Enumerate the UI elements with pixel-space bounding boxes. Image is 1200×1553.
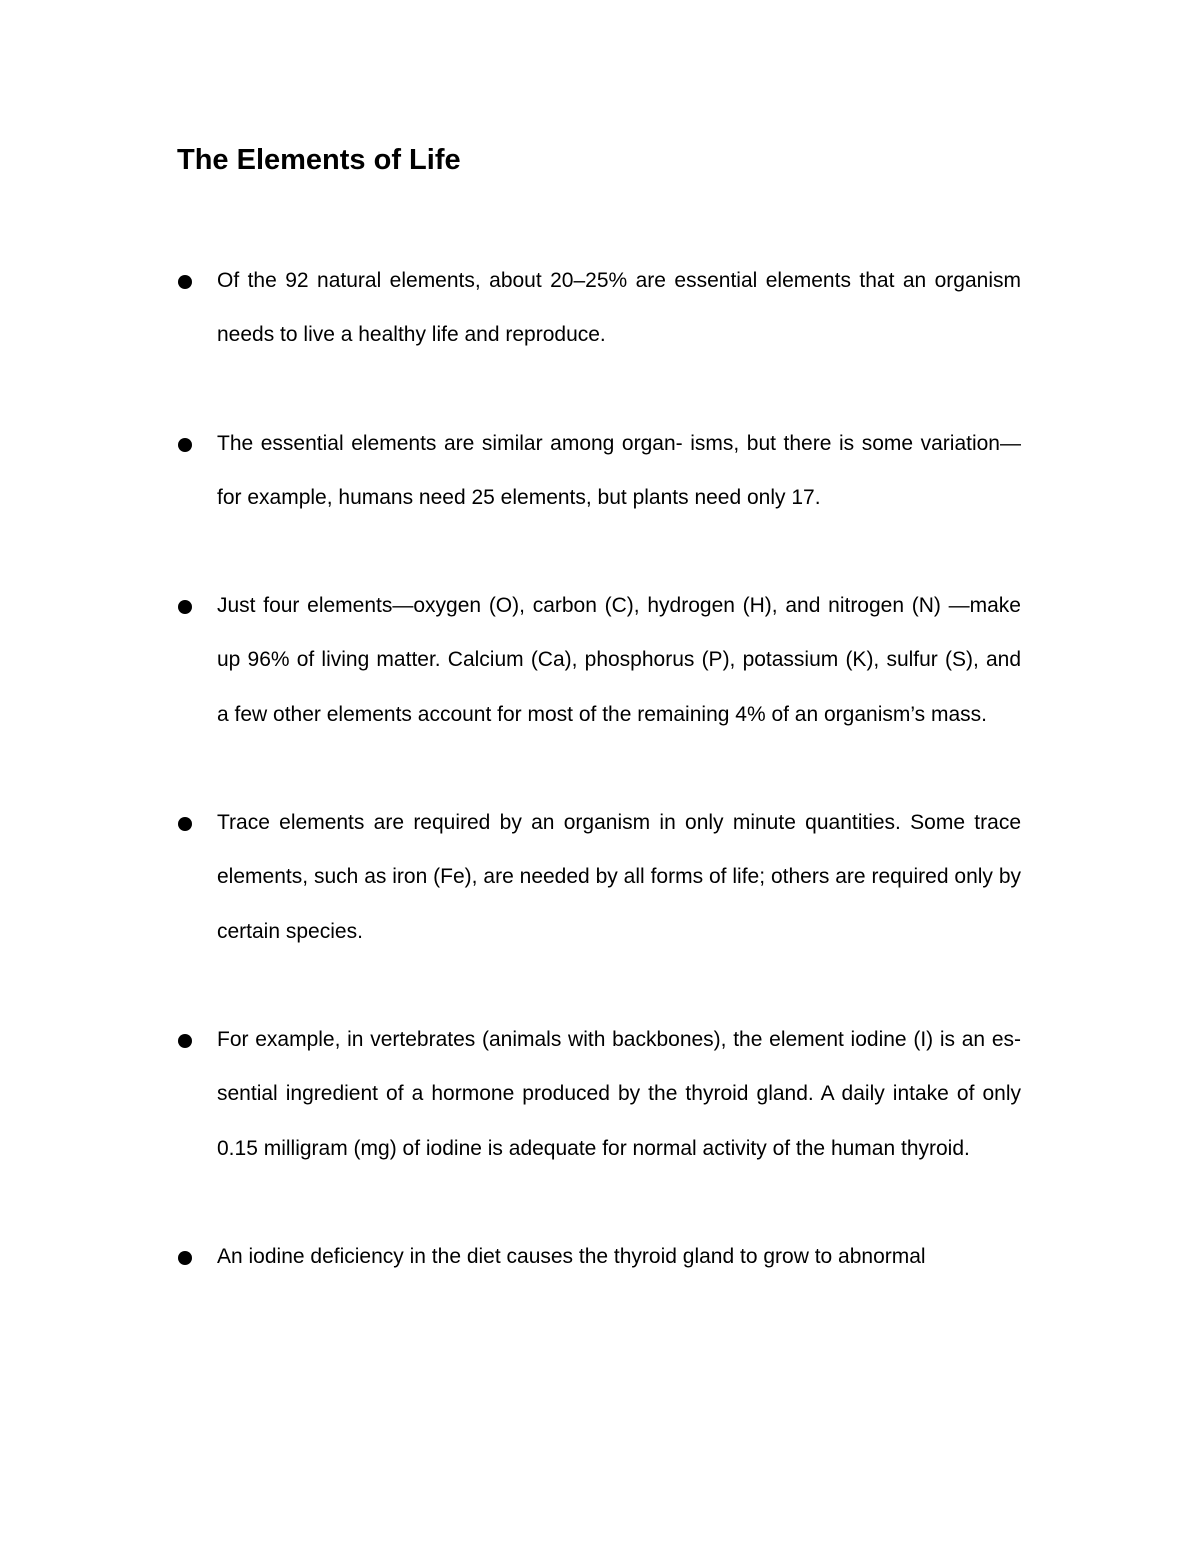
bullet-dot-icon: [178, 275, 192, 289]
list-item: [0, 254, 1200, 363]
bullet-text: An iodine deficiency in the diet causes the thyroid gland to grow to abnormal: [217, 1244, 926, 1268]
bullet-text: The essential elements are similar among organ- isms, but there is some variation—for example, humans need 25 elements, but plants need only 17.: [217, 431, 1021, 509]
list-item: [0, 1230, 1200, 1284]
page-title: The Elements of Life: [177, 144, 461, 176]
bullet-dot-icon: [178, 600, 192, 614]
bullet-dot-icon: [178, 1251, 192, 1265]
bullet-text: Of the 92 natural elements, about 20–25% are essential elements that an organism needs to live a healthy life and reproduce.: [217, 269, 1021, 347]
bullet-text: Just four elements—oxygen (O), carbon (C), hydrogen (H), and nitrogen (N) —make up 96% of living matter. Calcium (Ca), phosphorus (P), potassium (K), sulfur (S), and a few other elements account for most of the remaining 4% of an organism’s mass.: [217, 594, 1021, 726]
list-item: [0, 796, 1200, 959]
bullet-text: For example, in vertebrates (animals with backbones), the element iodine (I) is an es- sential ingredient of a hormone produced by the thyroid gland. A daily intake of only 0.15 milligram (mg) of iodine is adequate for normal activity of the human thyroid.: [217, 1027, 1021, 1160]
list-item: [0, 417, 1200, 526]
list-item: [0, 1013, 1200, 1176]
bullet-dot-icon: [178, 817, 192, 831]
bullet-dot-icon: [178, 438, 192, 452]
list-item: [0, 579, 1200, 742]
bullet-list: [0, 254, 1200, 1338]
bullet-text: Trace elements are required by an organism in only minute quantities. Some trace elements, such as iron (Fe), are needed by all forms of life; others are required only by certain species.: [217, 811, 1021, 943]
bullet-dot-icon: [178, 1034, 192, 1048]
